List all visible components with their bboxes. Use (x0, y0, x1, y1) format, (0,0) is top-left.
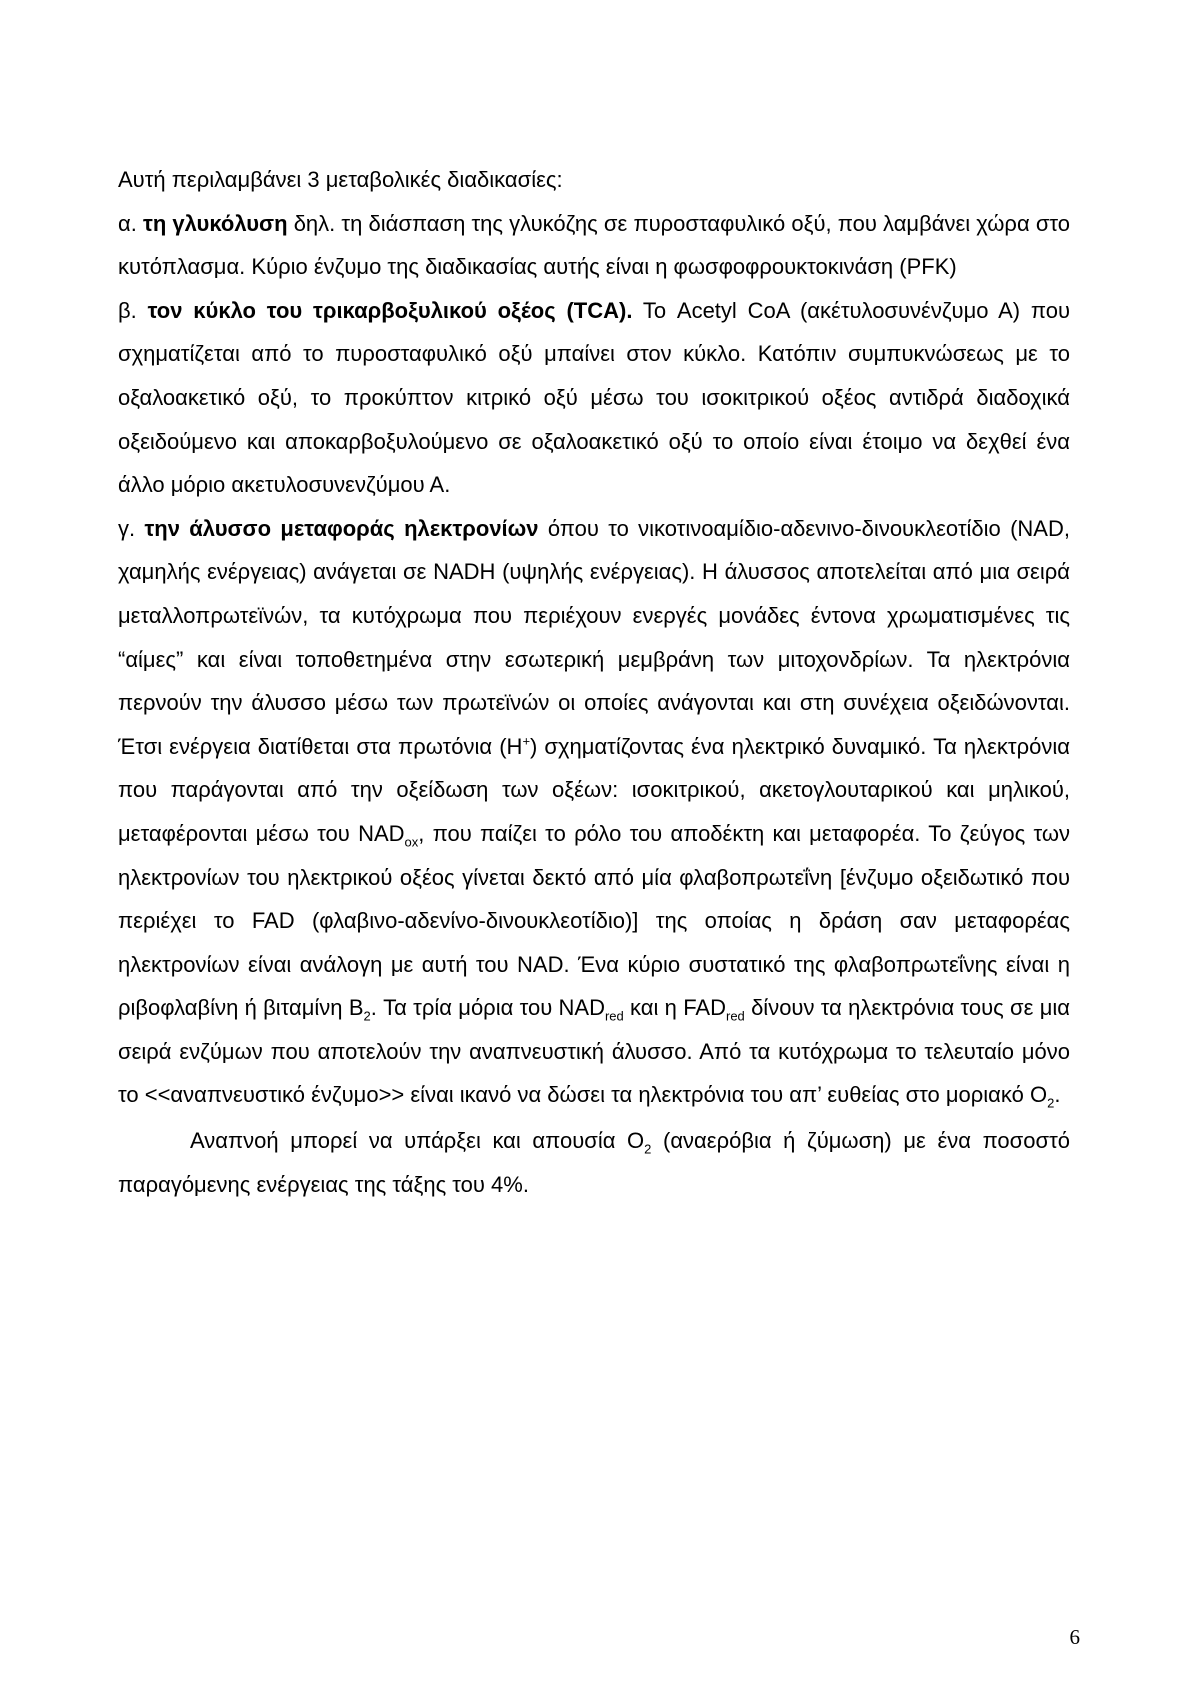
intro-paragraph: Αυτή περιλαμβάνει 3 μεταβολικές διαδικασίες: (118, 167, 563, 192)
item-c-text-4: . Τα τρία μόρια του NAD (370, 995, 605, 1021)
page-number: 6 (1069, 1625, 1080, 1649)
closing-paragraph (118, 1119, 1070, 1206)
o2-subscript: 2 (1047, 1095, 1055, 1111)
proton-superscript: + (522, 733, 531, 749)
item-b-text: Το Acetyl CoA (ακέτυλοσυνένζυμο Α) που σχηματίζεται από το πυροσταφυλικό οξύ μπαίνει στον κύκλο. Κατόπιν συμπυκνώσεως με το οξαλοακετικό οξύ, το προκύπτον κιτρικό οξύ μέσω του ισοκιτρικού οξέος αντιδρά διαδοχικά οξειδούμενο και αποκαρβοξυλούμενο σε οξαλοακετικό οξύ το οποίο είναι έτοιμο να δεχθεί ένα άλλο μόριο ακετυλοσυνενζύμου Α. (118, 297, 1070, 498)
item-c-paragraph (118, 507, 1070, 1117)
nad-ox-subscript: ox (404, 834, 419, 850)
item-c-text-3: , που παίζει το ρόλο του αποδέκτη και μεταφορέα. Το ζεύγος των ηλεκτρονίων του ηλεκτρικού οξέος γίνεται δεκτό από μία φλαβοπρωτεΐνη [ένζυμο οξειδωτικό που περιέχει το FAD (φλαβινο-αδενίνο-δινουκλεοτίδιο)] της οποίας η δράση σαν μεταφορέας ηλεκτρονίων είναι ανάλογη με αυτή του NAD. Ένα κύριο συστατικό της φλαβοπρωτεΐνης είναι η ριβοφλαβίνη ή βιταμίνη B (118, 820, 1070, 1021)
item-b-marker: β. (118, 297, 137, 323)
item-a-paragraph (118, 202, 1070, 289)
item-a-marker: α. (118, 210, 137, 236)
item-c-text-2: ) σχηματίζοντας ένα ηλεκτρικό δυναμικό. Τα ηλεκτρόνια που παράγονται από την οξείδωση των οξέων: ισοκιτρικού, ακετογλουταρικού και μηλικού, μεταφέρονται μέσω του NAD (118, 733, 1070, 846)
item-c-marker: γ. (118, 515, 136, 541)
b2-subscript: 2 (363, 1008, 371, 1024)
item-a-text: δηλ. τη διάσπαση της γλυκόζης σε πυροσταφυλικό οξύ, που λαμβάνει χώρα στο κυτόπλασμα. Κύριο ένζυμο της διαδικασίας αυτής είναι η φωσφοφρουκτοκινάση (PFK) (118, 210, 1071, 280)
closing-text-2: (αναερόβια ή ζύμωση) με ένα ποσοστό παραγόμενης ενέργειας της τάξης του 4%. (118, 1128, 1070, 1197)
closing-o2-subscript: 2 (644, 1141, 652, 1157)
item-c-text-6: δίνουν τα ηλεκτρόνια τους σε μια σειρά ενζύμων που αποτελούν την αναπνευστική άλυσσο. Από τα κυτόχρωμα το τελευταίο μόνο το <<αναπνευστικό ένζυμο>> είναι ικανό να δώσει τα ηλεκτρόνια του απ’ ευθείας στο μοριακό O (118, 995, 1070, 1108)
fad-red-subscript: red (725, 1008, 745, 1024)
item-a-heading: τη γλυκόλυση (143, 210, 288, 236)
item-c-text-1: όπου το νικοτινοαμίδιο-αδενινο-δινουκλεοτίδιο (NAD, χαμηλής ενέργειας) ανάγεται σε NADH (υψηλής ενέργειας). Η άλυσσος αποτελείται από μια σειρά μεταλλοπρωτεϊνών, τα κυτόχρωμα που περιέχουν ενεργές μονάδες έντονα χρωματισμένες τις “αίμες” και είναι τοποθετημένα στην εσωτερική μεμβράνη των μιτοχονδρίων. Τα ηλεκτρόνια περνούν την άλυσσο μέσω των πρωτεϊνών οι οποίες ανάγονται και στη συνέχεια οξειδώνονται. Έτσι ενέργεια διατίθεται στα πρωτόνια (H (118, 515, 1070, 759)
document-body (118, 158, 1070, 1206)
item-c-heading: την άλυσσο μεταφοράς ηλεκτρονίων (144, 515, 539, 541)
nad-red-subscript: red (604, 1008, 624, 1024)
closing-text-1: Αναπνοή μπορεί να υπάρξει και απουσία O (190, 1128, 645, 1154)
item-c-text-7: . (1054, 1082, 1061, 1108)
item-b-paragraph (118, 289, 1070, 507)
item-c-text-5: και η FAD (623, 995, 726, 1021)
item-b-heading: τον κύκλο του τρικαρβοξυλικού οξέος (TCA). (147, 297, 633, 323)
